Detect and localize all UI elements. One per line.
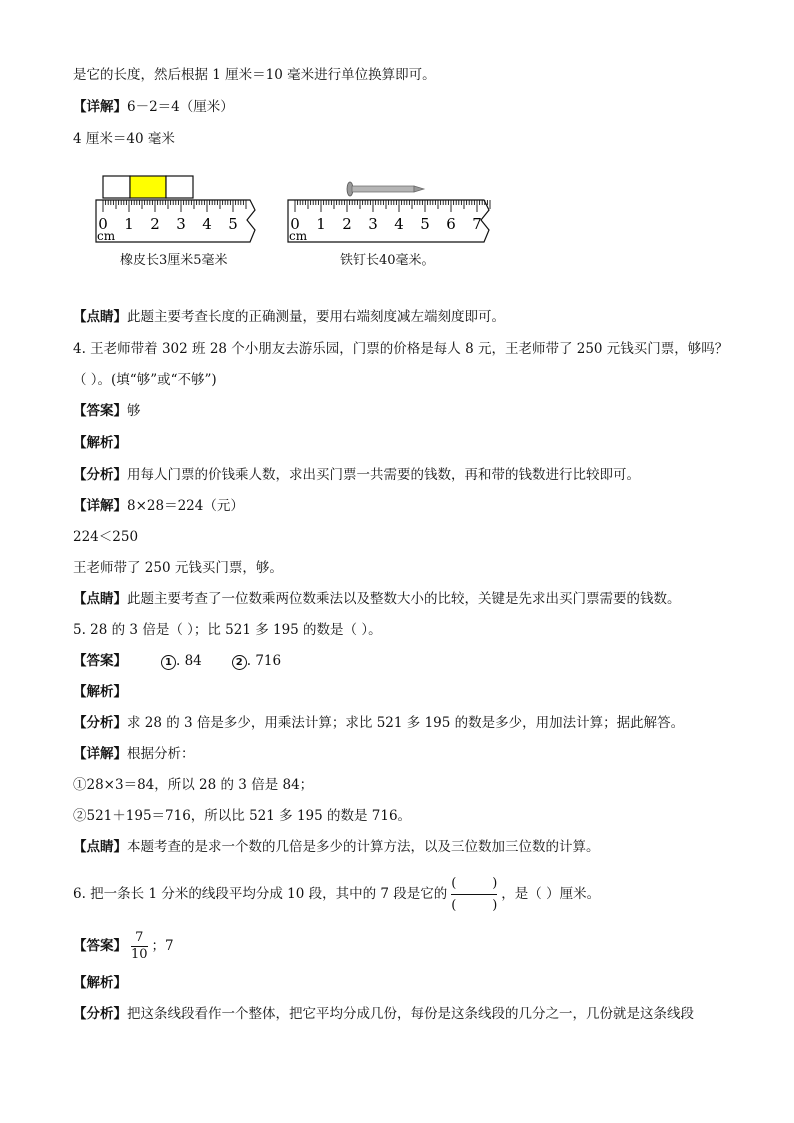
nail-icon [347, 182, 424, 196]
ruler-tick-label: 2 [342, 215, 352, 233]
text-line: 是它的长度，然后根据 1 厘米＝10 毫米进行单位换算即可。 [73, 67, 436, 83]
circled-number: 1 [161, 655, 176, 670]
ruler-tick-label: 4 [394, 215, 404, 233]
text-line: 4 厘米＝40 毫米 [73, 131, 175, 147]
eraser-right-cell [166, 176, 193, 198]
text-line: ②521＋195＝716，所以比 521 多 195 的数是 716。 [73, 808, 412, 824]
ruler-tick-label: 1 [124, 215, 134, 233]
question-6: 6. 把一条长 1 分米的线段平均分成 10 段，其中的 7 段是它的 ( ) ( ) ，是（ ）厘米。 [73, 873, 600, 916]
answer-line: 【答案】 $\frac{7}{10}$ ；7 [73, 930, 174, 962]
detail-line: 【详解】根据分析： [73, 746, 195, 762]
ruler-tick-label: 4 [202, 215, 212, 233]
answer-line: 【答案】够 [73, 403, 141, 419]
ruler-tick-label: 5 [420, 215, 430, 233]
question-4-blank: （ ）。(填“够”或“不够”) [73, 372, 217, 388]
text-line: ①28×3＝84，所以 28 的 3 倍是 84； [73, 777, 314, 793]
blank-fraction: ( ) ( ) [451, 875, 498, 913]
ruler-caption-1: 橡皮长3厘米5毫米 [120, 253, 228, 268]
ruler-tick-label: 6 [446, 215, 456, 233]
ruler-tick-label: 3 [176, 215, 186, 233]
fraction: $\frac{7}{10}$ [131, 930, 148, 962]
ruler-tick-label: 2 [150, 215, 160, 233]
unit-label: cm [97, 229, 116, 243]
eraser-left-cell [103, 176, 130, 198]
circled-number: 2 [232, 655, 247, 670]
analysis-line: 【分析】求 28 的 3 倍是多少，用乘法计算；求比 521 多 195 的数是多少，用加法计算；据此解答。 [73, 715, 685, 731]
ruler-caption-2: 铁钉长40毫米。 [340, 253, 435, 268]
text-line: 王老师带了 250 元钱买门票，够。 [73, 560, 283, 576]
comment-line: 【点睛】此题主要考查长度的正确测量，要用右端刻度减左端刻度即可。 [73, 309, 505, 325]
analysis-heading: 【解析】 [73, 684, 127, 700]
analysis-line: 【分析】把这条线段看作一个整体，把它平均分成几份，每份是这条线段的几分之一，几份就是这条线段 [73, 1006, 694, 1022]
eraser [130, 176, 166, 198]
comment-line: 【点睛】此题主要考查了一位数乘两位数乘法以及整数大小的比较，关键是先求出买门票需要的钱数。 [73, 591, 681, 607]
comment-line: 【点睛】本题考查的是求一个数的几倍是多少的计算方法，以及三位数加三位数的计算。 [73, 839, 600, 855]
ruler-tick-label: 0 [290, 215, 300, 233]
detail-line: 【详解】6－2＝4（厘米） [73, 99, 234, 115]
unit-label: cm [289, 229, 308, 243]
analysis-heading: 【解析】 [73, 435, 127, 451]
question-5: 5. 28 的 3 倍是（ ）；比 521 多 195 的数是（ ）。 [73, 622, 382, 638]
question-4: 4. 王老师带着 302 班 28 个小朋友去游乐园，门票的价格是每人 8 元，王老师带了 250 元钱买门票，够吗？ [73, 341, 729, 357]
ruler-tick-label: 0 [98, 215, 108, 233]
answer-line: 【答案】 1 . 84 2 . 716 [73, 653, 282, 669]
analysis-line: 【分析】用每人门票的价钱乘人数，求出买门票一共需要的钱数，再和带的钱数进行比较即可。 [73, 467, 640, 483]
ruler-tick-label: 7 [472, 215, 482, 233]
detail-tag: 【详解】 [73, 99, 127, 115]
detail-line: 【详解】8×28＝224（元） [73, 498, 244, 514]
ruler-tick-label: 3 [368, 215, 378, 233]
ruler-tick-label: 1 [316, 215, 326, 233]
ruler-tick-label: 5 [228, 215, 238, 233]
analysis-heading: 【解析】 [73, 975, 127, 991]
text-line: 224＜250 [73, 529, 139, 545]
